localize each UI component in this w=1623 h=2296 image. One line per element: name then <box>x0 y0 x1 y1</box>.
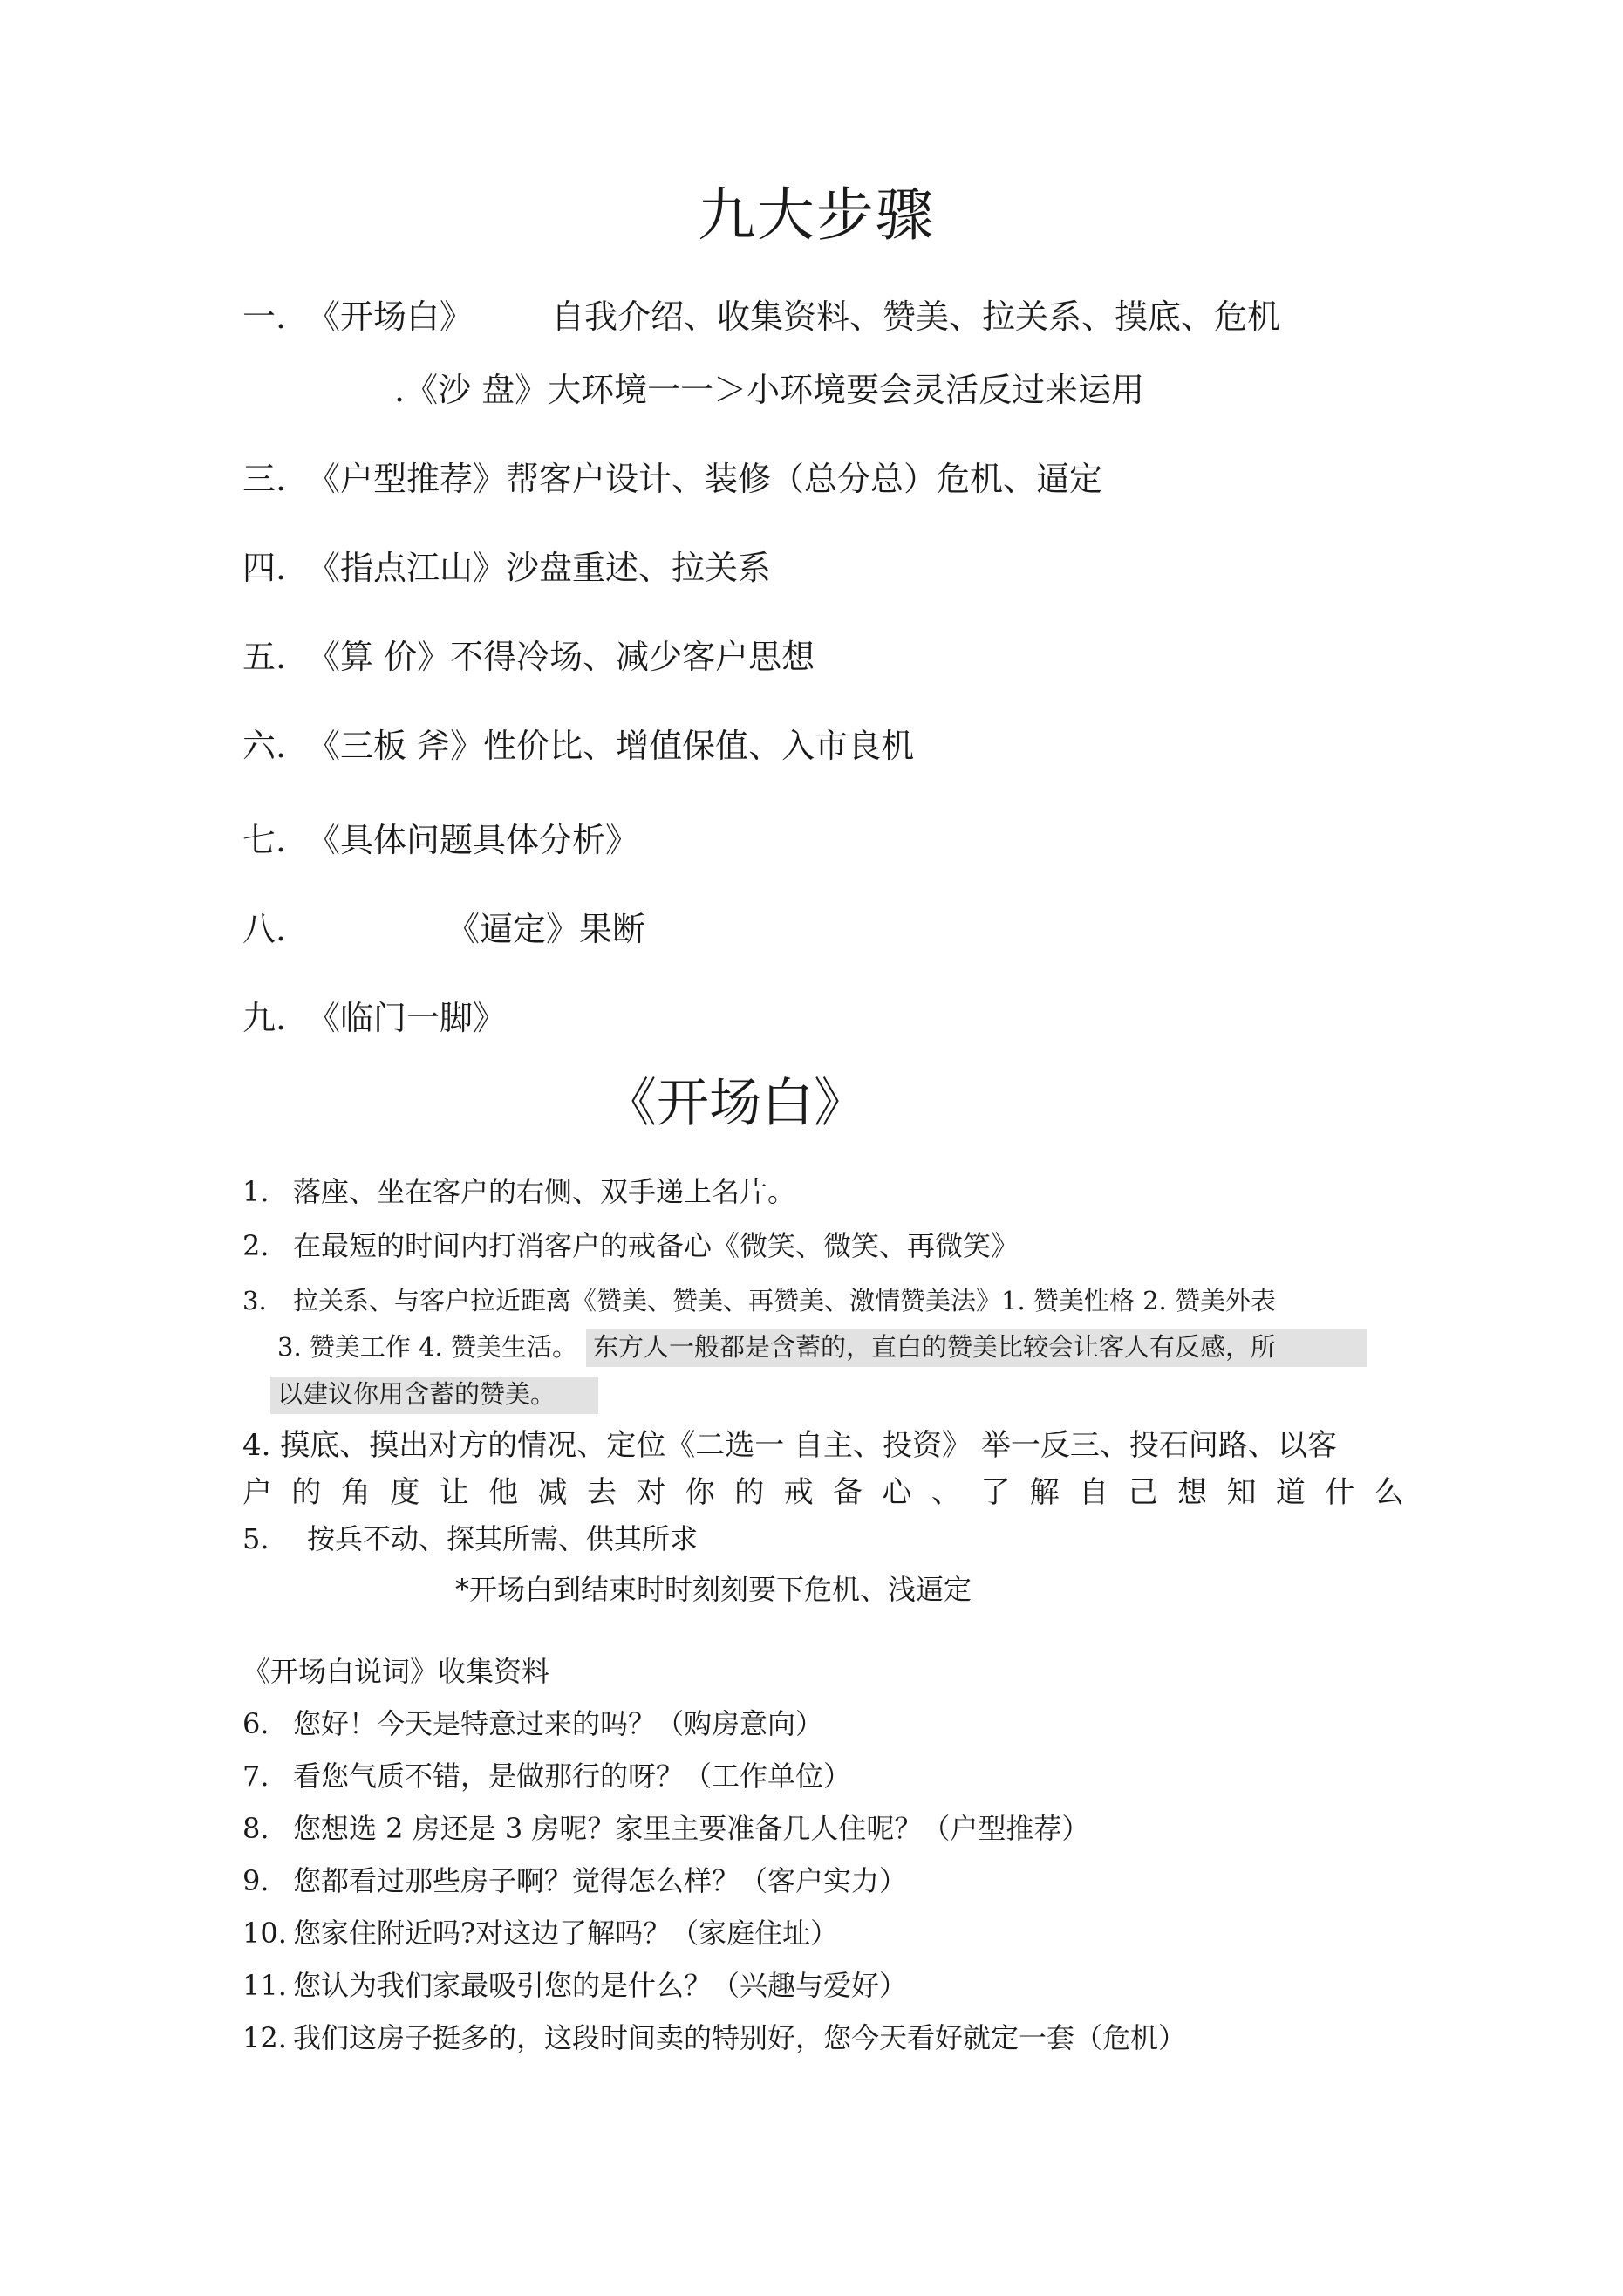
item-4-char: 自 <box>1079 1475 1109 1510</box>
step-8: 《逼定》果断 <box>447 910 646 948</box>
item-4-char: 知 <box>1226 1475 1257 1510</box>
question-12-number: 12. <box>242 2021 287 2054</box>
step-1-number: 一. <box>242 297 287 336</box>
step-6: 《三板 斧》性价比、增值保值、入市良机 <box>307 727 915 765</box>
question-9: 您都看过那些房子啊？觉得怎么样？（客户实力） <box>293 1864 908 1897</box>
item-3-line-2: 3. 赞美工作 4. 赞美生活。 <box>277 1332 577 1362</box>
question-6-number: 6. <box>242 1707 269 1740</box>
item-4-char: 减 <box>537 1475 568 1510</box>
item-4-char: 你 <box>685 1475 715 1510</box>
item-2: 在最短的时间内打消客户的戒备心《微笑、微笑、再微笑》 <box>293 1229 1019 1262</box>
question-7: 看您气质不错，是做那行的呀？（工作单位） <box>293 1760 852 1793</box>
item-2-number: 2. <box>242 1229 269 1262</box>
item-4-char: 道 <box>1275 1475 1306 1510</box>
item-4-char: 对 <box>636 1475 666 1510</box>
item-4-char: 让 <box>439 1475 469 1510</box>
highlighted-note-line-1: 东方人一般都是含蓄的，直白的赞美比较会让客人有反感，所 <box>586 1329 1367 1367</box>
question-9-number: 9. <box>242 1864 269 1897</box>
item-3-number: 3. <box>242 1286 267 1315</box>
item-1: 落座、坐在客户的右侧、双手递上名片。 <box>293 1175 796 1208</box>
question-12: 我们这房子挺多的，这段时间卖的特别好，您今天看好就定一套（危机） <box>293 2021 1187 2054</box>
item-4-char: 么 <box>1374 1475 1404 1510</box>
step-3: 《户型推荐》帮客户设计、装修（总分总）危机、逼定 <box>307 460 1103 498</box>
step-4-number: 四. <box>242 549 287 587</box>
step-9: 《临门一脚》 <box>307 999 507 1037</box>
question-11-number: 11. <box>242 1969 287 2002</box>
item-4-char: 度 <box>390 1475 420 1510</box>
item-4-char: 什 <box>1325 1475 1355 1510</box>
item-4-line-1: 4. 摸底、摸出对方的情况、定位《二选一 自主、投资》 举一反三、投石问路、以客 <box>242 1428 1337 1463</box>
item-3-line-1: 拉关系、与客户拉近距离《赞美、赞美、再赞美、激情赞美法》1. 赞美性格 2. 赞美外表 <box>293 1286 1276 1315</box>
item-4-char: 去 <box>586 1475 617 1510</box>
question-11: 您认为我们家最吸引您的是什么？（兴趣与爱好） <box>293 1969 908 2002</box>
question-10-number: 10. <box>242 1917 287 1950</box>
item-4-char: 了 <box>980 1475 1011 1510</box>
page-title: 九大步骤 <box>698 181 935 249</box>
step-2: .《沙 盘》大环境一一＞小环境要会灵活反过来运用 <box>394 371 1145 409</box>
item-5-number: 5. <box>242 1522 269 1555</box>
opening-note: *开场白到结束时时刻刻要下危机、浅逼定 <box>455 1573 972 1606</box>
highlighted-note-line-2: 以建议你用含蓄的赞美。 <box>270 1377 598 1414</box>
step-5: 《算 价》不得冷场、减少客户思想 <box>307 638 815 676</box>
step-9-number: 九. <box>242 999 287 1037</box>
step-7: 《具体问题具体分析》 <box>307 821 639 859</box>
section-heading-opening: 《开场白》 <box>604 1073 866 1134</box>
item-5: 按兵不动、探其所需、供其所求 <box>307 1522 699 1555</box>
item-4-char: 的 <box>291 1475 322 1510</box>
step-8-number: 八. <box>242 910 287 948</box>
item-4-char: 戒 <box>783 1475 814 1510</box>
step-3-number: 三. <box>242 460 287 498</box>
step-1-title: 《开场白》 <box>307 297 474 336</box>
question-10: 您家住附近吗?对这边了解吗？（家庭住址） <box>293 1917 839 1950</box>
item-4-char: 想 <box>1177 1475 1208 1510</box>
section-heading-script: 《开场白说词》收集资料 <box>242 1655 550 1688</box>
question-6: 您好！今天是特意过来的吗？（购房意向） <box>293 1707 824 1740</box>
step-1-desc: 自我介绍、收集资料、赞美、拉关系、摸底、危机 <box>551 297 1281 336</box>
item-4-char: 、 <box>931 1475 961 1510</box>
question-8: 您想选 2 房还是 3 房呢？家里主要准备几人住呢？（户型推荐） <box>293 1812 1090 1845</box>
question-8-number: 8. <box>242 1812 269 1845</box>
item-4-char: 心 <box>882 1475 912 1510</box>
item-1-number: 1. <box>242 1175 269 1208</box>
item-4-char: 他 <box>488 1475 519 1510</box>
question-7-number: 7. <box>242 1760 269 1793</box>
step-6-number: 六. <box>242 727 287 765</box>
item-4-char: 的 <box>734 1475 765 1510</box>
step-4: 《指点江山》沙盘重述、拉关系 <box>307 549 772 587</box>
item-4-char: 角 <box>340 1475 371 1510</box>
step-5-number: 五. <box>242 638 287 676</box>
item-4-char: 备 <box>833 1475 863 1510</box>
item-4-char: 户 <box>242 1475 272 1510</box>
step-7-number: 七. <box>242 821 287 859</box>
item-4-line-2 <box>242 1475 1404 1510</box>
item-4-char: 解 <box>1029 1475 1060 1510</box>
item-4-char: 己 <box>1128 1475 1158 1510</box>
